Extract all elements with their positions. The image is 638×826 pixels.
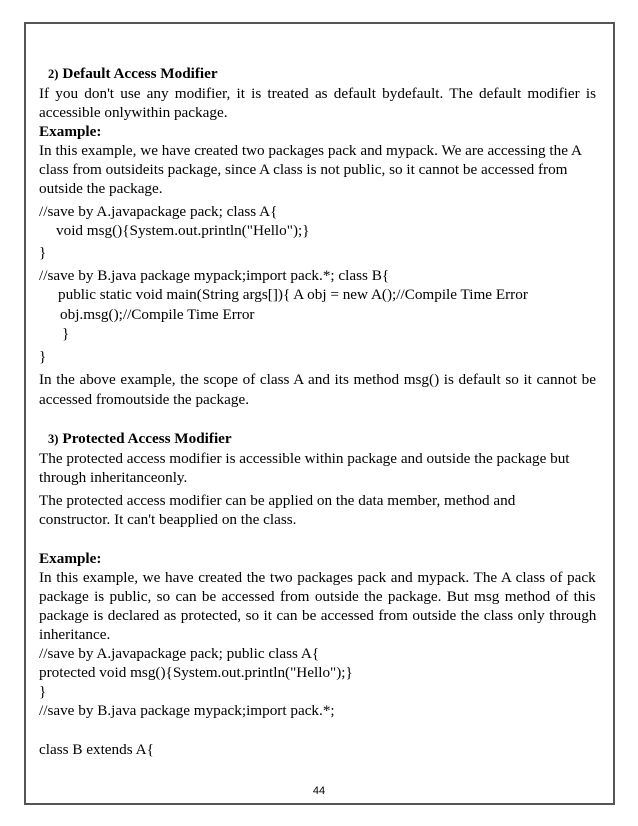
default-code-line-6: obj.msg();//Compile Time Error bbox=[60, 306, 255, 323]
protected-code-line-2: protected void msg(){System.out.println("Hello");} bbox=[39, 664, 353, 681]
default-intro-line-1: If you don't use any modifier, it is treated as default bydefault. The default modifier is bbox=[39, 85, 597, 102]
default-example-line-3: outside the package. bbox=[39, 180, 163, 197]
default-code-line-5: public static void main(String args[]){ A obj = new A();//Compile Time Error bbox=[58, 286, 528, 303]
protected-para1-line-1: The protected access modifier is accessible within package and outside the package but bbox=[39, 450, 570, 467]
protected-section-heading bbox=[48, 429, 232, 449]
default-example-label: Example: bbox=[39, 123, 102, 140]
protected-example-line-2: package is public, so can be accessed from outside the package. But msg method of this bbox=[39, 588, 596, 605]
protected-example-line-1: In this example, we have created the two packages pack and mypack. The A class of pack bbox=[39, 569, 596, 586]
protected-code-line-1: //save by A.javapackage pack; public class A{ bbox=[39, 645, 320, 662]
default-conclusion-line-1: In the above example, the scope of class A and its method msg() is default so it cannot be bbox=[39, 371, 596, 388]
default-code-line-2: void msg(){System.out.println("Hello");} bbox=[56, 222, 310, 239]
page-number: 44 bbox=[312, 785, 326, 797]
default-section-heading bbox=[48, 64, 218, 84]
protected-code-line-3: } bbox=[39, 683, 47, 700]
default-section-number: 2) bbox=[48, 67, 59, 81]
protected-code-line-4: //save by B.java package mypack;import pack.*; bbox=[39, 702, 335, 719]
default-code-line-4: //save by B.java package mypack;import pack.*; class B{ bbox=[39, 267, 390, 284]
protected-para1-line-2: through inheritanceonly. bbox=[39, 469, 188, 486]
default-code-line-8: } bbox=[39, 348, 47, 365]
protected-example-line-3: package is declared as protected, so it can be accessed from outside the class only through bbox=[39, 607, 597, 624]
protected-section-title: Protected Access Modifier bbox=[62, 430, 232, 447]
default-conclusion-line-2: accessed fromoutside the package. bbox=[39, 391, 249, 408]
default-code-line-1: //save by A.javapackage pack; class A{ bbox=[39, 203, 278, 220]
protected-code-line-5: class B extends A{ bbox=[39, 741, 154, 758]
default-intro-line-2: accessible onlywithin package. bbox=[39, 104, 228, 121]
default-example-line-1: In this example, we have created two packages pack and mypack. We are accessing the A bbox=[39, 142, 582, 159]
protected-para2-line-1: The protected access modifier can be applied on the data member, method and bbox=[39, 492, 516, 509]
default-section-title: Default Access Modifier bbox=[62, 65, 218, 82]
default-code-line-7: } bbox=[62, 325, 70, 342]
page-border bbox=[24, 22, 615, 805]
default-code-line-3: } bbox=[39, 244, 47, 261]
protected-example-line-4: inheritance. bbox=[39, 626, 111, 643]
protected-example-label: Example: bbox=[39, 550, 102, 567]
default-example-line-2: class from outsideits package, since A class is not public, so it cannot be accessed from bbox=[39, 161, 568, 178]
protected-section-number: 3) bbox=[48, 432, 59, 446]
protected-para2-line-2: constructor. It can't beapplied on the class. bbox=[39, 511, 297, 528]
